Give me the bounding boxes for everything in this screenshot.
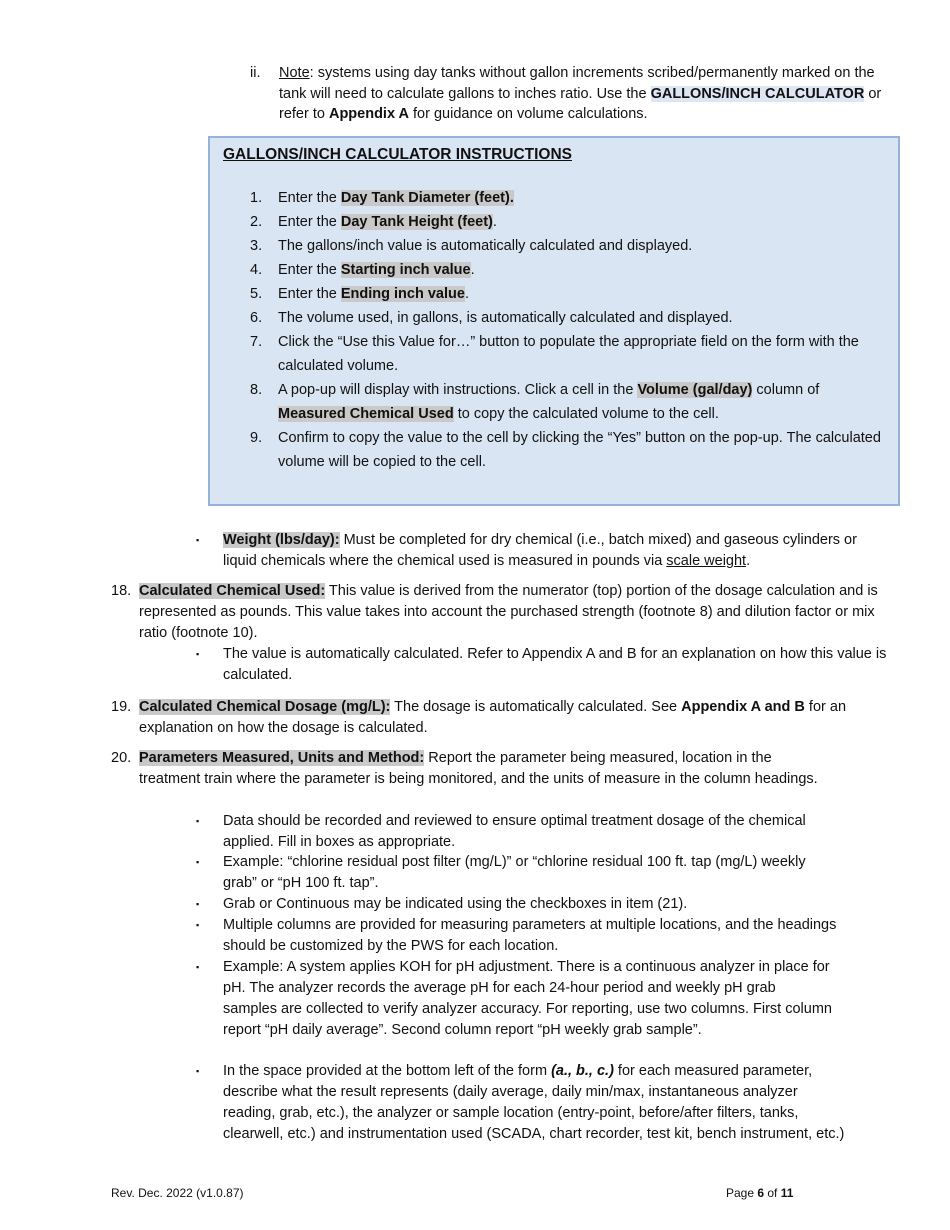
item-20-bullet: ▪ Example: “chlorine residual post filter (mg/L)” or “chlorine residual 100 ft. tap (mg/L) weekly grab” or “pH 100 ft. tap”. — [196, 854, 806, 891]
note-text: Note: systems using day tanks without gallon increments scribed/permanently marked on the tank will need to calculate gallons to inches ratio. Use the GALLONS/INCH CALCULATOR or refer to Appendix A for guidance on volume calculations. — [279, 65, 882, 122]
scale-weight-link: scale weight — [666, 553, 747, 569]
calculator-title: GALLONS/INCH CALCULATOR INSTRUCTIONS — [223, 146, 573, 163]
item-18-label: Calculated Chemical Used: — [139, 583, 326, 599]
item-number: 20. — [111, 750, 132, 766]
item-20-label: Parameters Measured, Units and Method: — [139, 750, 425, 766]
calc-step: 4. Enter the Starting inch value. — [250, 262, 475, 278]
weight-label: Weight (lbs/day): — [223, 532, 340, 548]
note-label: Note — [279, 65, 310, 81]
bullet-marker: ▪ — [196, 899, 200, 909]
bullet-marker: ▪ — [196, 857, 200, 867]
appendix-a-reference: Appendix A — [328, 106, 409, 122]
bullet-marker: ▪ — [196, 816, 200, 826]
calc-step: 9. Confirm to copy the value to the cell by clicking the “Yes” button on the pop-up. The calculated volume will be copied to the cell. — [250, 430, 881, 470]
item-18: 18. Calculated Chemical Used: This value is derived from the numerator (top) portion of the dosage calculation and is represented as pounds. This value takes into account the purchased strength (footnote 8) and dilution factor or mix ratio (footnote 10). — [111, 583, 878, 641]
item-18-bullet: ▪ The value is automatically calculated. Refer to Appendix A and B for an explanation on how this value is calculated. — [196, 646, 887, 683]
calc-step: 6. The volume used, in gallons, is automatically calculated and displayed. — [250, 310, 733, 326]
footer-page-number: Page 6 of 11 — [726, 1186, 794, 1200]
item-20-bullet: ▪ In the space provided at the bottom left of the form (a., b., c.) for each measured parameter, describe what the result represents (daily average, daily min/max, instantaneous analyzer reading, grab, etc.), the analyzer or sample location (entry-point, before/after filters, tanks, clearwell, etc.) and instrumentation used (SCADA, chart recorder, test kit, bench instrument, etc.) — [196, 1063, 845, 1142]
bullet-marker: ▪ — [196, 535, 200, 545]
calc-step: 2. Enter the Day Tank Height (feet). — [250, 214, 497, 230]
item-number: 19. — [111, 699, 132, 715]
calculator-steps — [210, 186, 890, 474]
calculator-reference: GALLONS/INCH CALCULATOR — [650, 85, 865, 102]
calc-step: 8. A pop-up will display with instructions. Click a cell in the Volume (gal/day) column of Measured Chemical Used to copy the calculated volume to the cell. — [250, 382, 820, 422]
calc-step: 5. Enter the Ending inch value. — [250, 286, 469, 302]
item-20-bullet: ▪ Multiple columns are provided for measuring parameters at multiple locations, and the headings should be customized by the PWS for each location. — [196, 917, 837, 954]
item-19: 19. Calculated Chemical Dosage (mg/L): The dosage is automatically calculated. See Appendix A and B for an explanation on how the dosage is calculated. — [111, 699, 847, 736]
weight-bullet: ▪ Weight (lbs/day): Must be completed for dry chemical (i.e., batch mixed) and gaseous cylinders or liquid chemicals where the chemical used is measured in pounds via scale weight. — [196, 532, 857, 569]
note-number: ii. — [250, 65, 261, 81]
calc-step: 7. Click the “Use this Value for…” button to populate the appropriate field on the form with the calculated volume. — [250, 334, 859, 374]
bullet-marker: ▪ — [196, 1066, 200, 1076]
bullet-marker: ▪ — [196, 649, 200, 659]
footer-revision: Rev. Dec. 2022 (v1.0.87) — [111, 1186, 244, 1200]
bullet-marker: ▪ — [196, 920, 200, 930]
item-20-bullet: ▪ Example: A system applies KOH for pH adjustment. There is a continuous analyzer in place for pH. The analyzer records the average pH for each 24-hour period and weekly pH grab samples are collected to verify analyzer accuracy. For reporting, use two columns. First column report “pH daily average”. Second column report “pH weekly grab sample”. — [196, 959, 832, 1038]
item-20-bullet: ▪ Grab or Continuous may be indicated using the checkboxes in item (21). — [223, 894, 843, 915]
item-number: 18. — [111, 583, 132, 599]
bullet-marker: ▪ — [196, 962, 200, 972]
item-20: 20. Parameters Measured, Units and Method: Report the parameter being measured, location in the treatment train where the parameter is being monitored, and the units of measure in the column headings. — [111, 750, 818, 787]
calc-step: 1. Enter the Day Tank Diameter (feet). — [250, 190, 514, 206]
item-19-label: Calculated Chemical Dosage (mg/L): — [139, 699, 391, 715]
calc-step: 3. The gallons/inch value is automatically calculated and displayed. — [250, 238, 693, 254]
calculator-instructions-box — [208, 136, 900, 506]
item-20-bullet: ▪ Data should be recorded and reviewed to ensure optimal treatment dosage of the chemical applied. Fill in boxes as appropriate. — [196, 813, 806, 850]
